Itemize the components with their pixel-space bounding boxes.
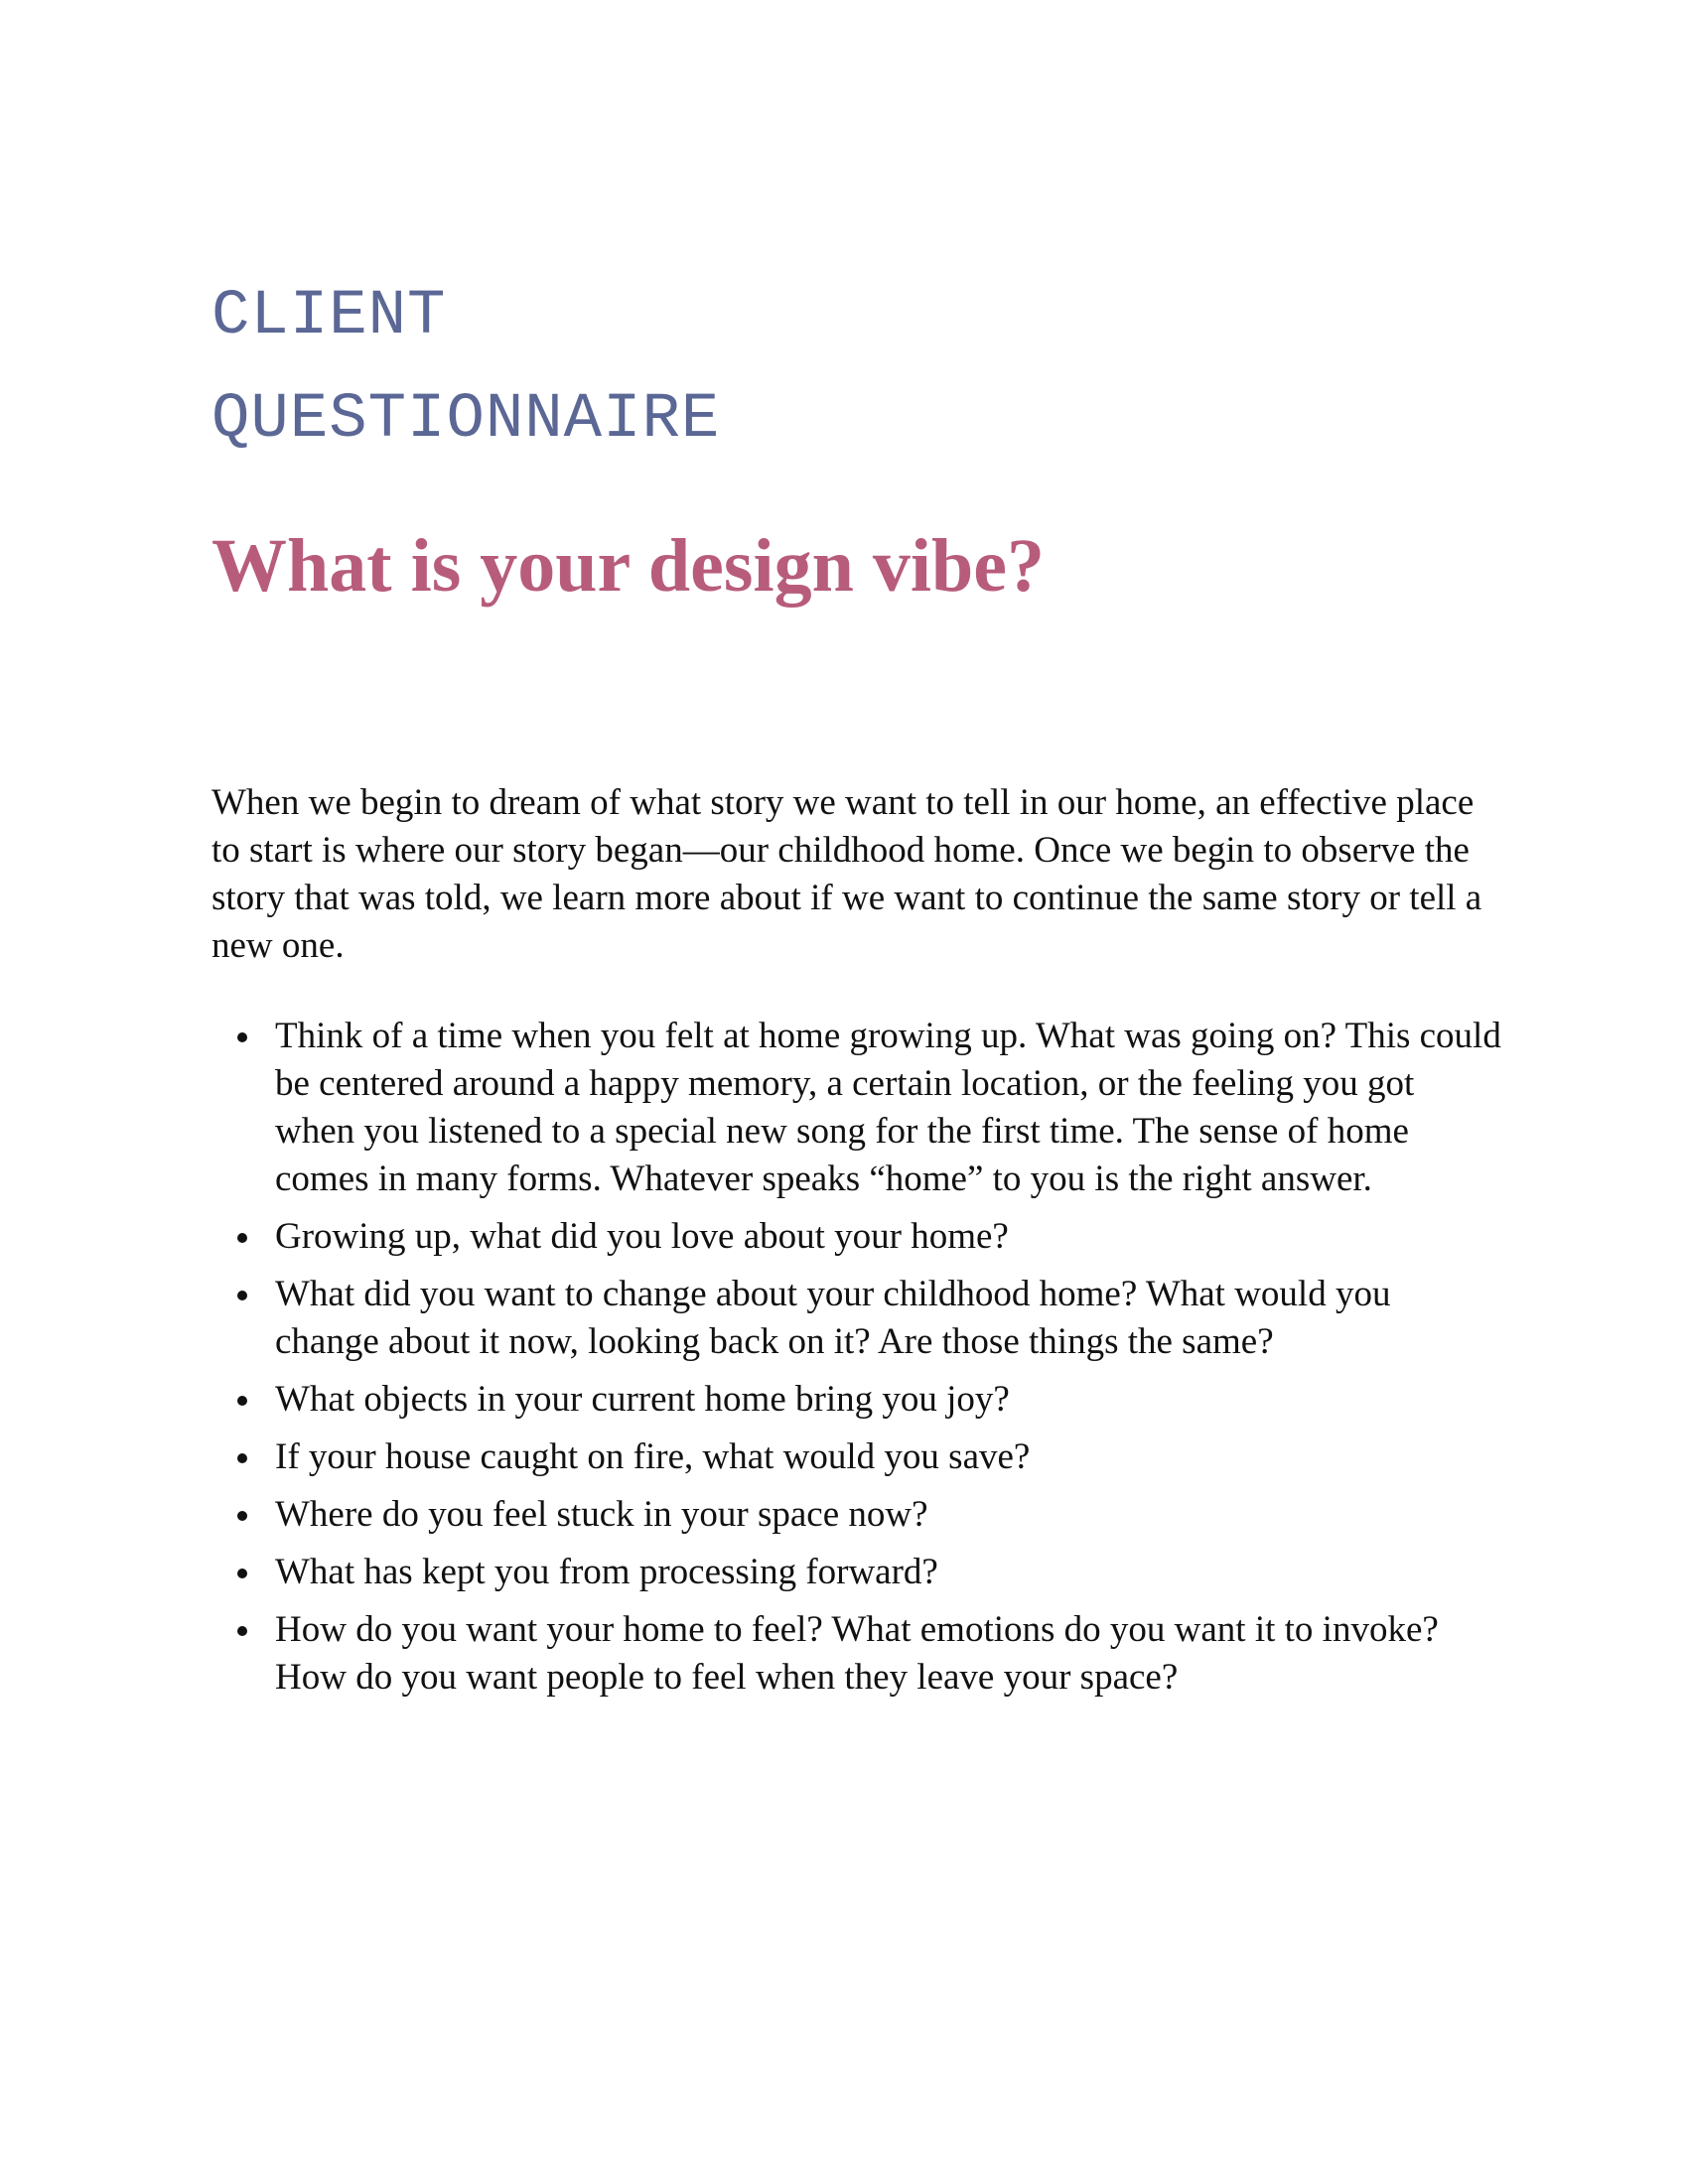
question-text: What objects in your current home bring you joy? xyxy=(275,1379,1010,1420)
page-title xyxy=(211,281,1502,456)
question-text: Where do you feel stuck in your space now? xyxy=(275,1494,928,1535)
list-item xyxy=(211,1606,1502,1702)
list-item xyxy=(211,1549,1502,1596)
bullet-icon xyxy=(237,1233,247,1243)
question-text: If your house caught on fire, what would you save? xyxy=(275,1436,1031,1477)
question-text: Growing up, what did you love about your home? xyxy=(275,1216,1009,1257)
list-item xyxy=(211,1491,1502,1539)
page-subtitle: What is your design vibe? xyxy=(211,524,1045,608)
bullet-icon xyxy=(237,1511,247,1521)
list-item xyxy=(211,1013,1502,1203)
question-list xyxy=(211,1013,1502,1711)
question-text: What did you want to change about your childhood home? What would you change about it now, looking back on it? Are those things the same? xyxy=(275,1274,1391,1362)
intro-paragraph: When we begin to dream of what story we want to tell in our home, an effective place to start is where our story began—our childhood home. Once we begin to observe the story that was told, we learn more about if we want to continue the same story or tell a new one. xyxy=(211,782,1482,966)
list-item xyxy=(211,1376,1502,1424)
bullet-icon xyxy=(237,1396,247,1406)
bullet-icon xyxy=(237,1032,247,1042)
bullet-icon xyxy=(237,1291,247,1300)
list-item xyxy=(211,1271,1502,1366)
question-text: What has kept you from processing forward? xyxy=(275,1552,938,1592)
question-text: Think of a time when you felt at home growing up. What was going on? This could be centered around a happy memory, a certain location, or the feeling you got when you listened to a special new song for the first time. The sense of home comes in many forms. Whatever speaks “home” to you is the right answer. xyxy=(275,1016,1501,1199)
bullet-icon xyxy=(237,1453,247,1463)
bullet-icon xyxy=(237,1569,247,1578)
question-text: How do you want your home to feel? What emotions do you want it to invoke? How do you want people to feel when they leave your space? xyxy=(275,1609,1439,1698)
title-line-questionnaire: QUESTIONNAIRE xyxy=(211,384,721,456)
list-item xyxy=(211,1213,1502,1261)
title-line-client: CLIENT xyxy=(211,281,447,352)
bullet-icon xyxy=(237,1626,247,1636)
list-item xyxy=(211,1433,1502,1481)
